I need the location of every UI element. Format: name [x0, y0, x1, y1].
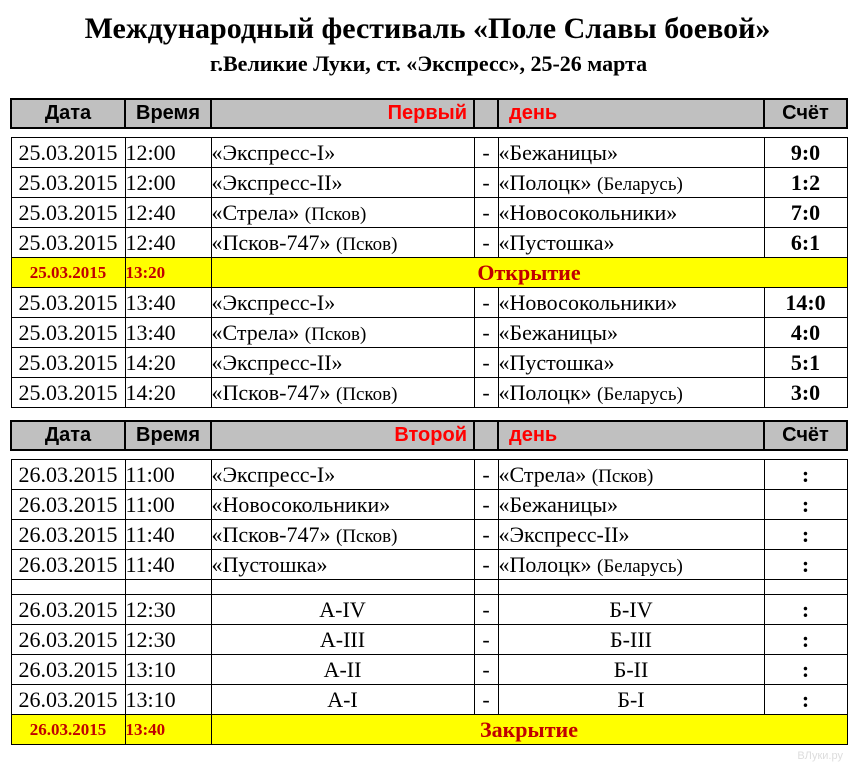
header-score: Счёт [764, 421, 847, 450]
home-team [211, 520, 474, 550]
match-score: : [764, 625, 847, 655]
away-team-name: «Бежаницы» [498, 319, 618, 345]
home-team [211, 550, 474, 580]
ceremony-date: 25.03.2015 [11, 258, 125, 288]
home-team-note: (Псков) [335, 525, 398, 547]
home-team-name: «Новосокольники» [211, 491, 391, 517]
watermark-logo: ВЛуки.ру [797, 750, 843, 762]
match-score: : [764, 685, 847, 715]
match-score: : [764, 520, 847, 550]
home-team [211, 228, 474, 258]
away-team [498, 348, 764, 378]
match-time: 14:20 [125, 348, 211, 378]
home-team-name: «Экспресс-II» [211, 169, 343, 195]
match-time: 11:00 [125, 490, 211, 520]
away-team: Б-IV [498, 595, 764, 625]
match-row [11, 550, 847, 580]
match-date: 25.03.2015 [11, 318, 125, 348]
match-score: : [764, 595, 847, 625]
ceremony-time: 13:40 [125, 715, 211, 745]
match-date: 26.03.2015 [11, 520, 125, 550]
match-score: : [764, 655, 847, 685]
home-team-name: «Псков-747» [211, 521, 331, 547]
match-dash: - [474, 460, 498, 490]
header-time: Время [125, 99, 211, 128]
match-date: 26.03.2015 [11, 655, 125, 685]
home-team-note: (Псков) [335, 383, 398, 405]
day1-header-row [11, 99, 847, 128]
header-score: Счёт [764, 99, 847, 128]
away-team [498, 520, 764, 550]
home-team-name: «Стрела» [211, 319, 300, 345]
match-date: 25.03.2015 [11, 378, 125, 408]
page-subtitle: г.Великие Луки, ст. «Экспресс», 25-26 марта [210, 51, 648, 76]
match-dash: - [474, 550, 498, 580]
header-day-word: день [498, 421, 764, 450]
match-date: 26.03.2015 [11, 625, 125, 655]
home-team-name: «Стрела» [211, 199, 300, 225]
match-dash: - [474, 595, 498, 625]
match-dash: - [474, 378, 498, 408]
match-row [11, 168, 847, 198]
away-team: Б-II [498, 655, 764, 685]
match-date: 25.03.2015 [11, 348, 125, 378]
match-date: 26.03.2015 [11, 550, 125, 580]
match-score: : [764, 460, 847, 490]
away-team [498, 490, 764, 520]
home-team [211, 198, 474, 228]
match-row [11, 138, 847, 168]
home-team-name: «Экспресс-I» [211, 461, 336, 487]
match-score: 5:1 [764, 348, 847, 378]
away-team-note: (Беларусь) [597, 383, 683, 405]
day2-schedule-table [10, 420, 848, 745]
match-time: 12:40 [125, 198, 211, 228]
away-team [498, 378, 764, 408]
match-time: 13:40 [125, 288, 211, 318]
header-date: Дата [11, 99, 125, 128]
home-team-note: (Псков) [304, 203, 367, 225]
home-team [211, 460, 474, 490]
match-row [11, 198, 847, 228]
away-team-name: «Стрела» [498, 461, 587, 487]
match-time: 12:00 [125, 168, 211, 198]
home-team-name: «Пустошка» [211, 551, 328, 577]
away-team-note: (Псков) [591, 465, 654, 487]
match-score: 14:0 [764, 288, 847, 318]
match-row [11, 490, 847, 520]
match-date: 25.03.2015 [11, 288, 125, 318]
away-team-name: «Новосокольники» [498, 289, 678, 315]
header-dash-cell [474, 421, 498, 450]
match-date: 26.03.2015 [11, 460, 125, 490]
header-date: Дата [11, 421, 125, 450]
header-time: Время [125, 421, 211, 450]
match-time: 13:10 [125, 655, 211, 685]
match-date: 25.03.2015 [11, 138, 125, 168]
match-dash: - [474, 490, 498, 520]
away-team [498, 460, 764, 490]
home-team: А-III [211, 625, 474, 655]
match-row [11, 520, 847, 550]
match-time: 11:00 [125, 460, 211, 490]
home-team: А-II [211, 655, 474, 685]
playoff-row [11, 655, 847, 685]
match-date: 25.03.2015 [11, 228, 125, 258]
playoff-row [11, 685, 847, 715]
match-date: 25.03.2015 [11, 168, 125, 198]
match-date: 26.03.2015 [11, 490, 125, 520]
away-team [498, 228, 764, 258]
match-row [11, 228, 847, 258]
away-team-name: «Полоцк» [498, 169, 592, 195]
away-team-name: «Пустошка» [498, 229, 615, 255]
playoff-row [11, 625, 847, 655]
match-dash: - [474, 625, 498, 655]
match-time: 13:10 [125, 685, 211, 715]
header-day2-label: Второй [211, 421, 474, 450]
home-team [211, 378, 474, 408]
match-row [11, 318, 847, 348]
header-gap-row [11, 450, 847, 460]
away-team [498, 198, 764, 228]
match-score: 3:0 [764, 378, 847, 408]
match-row [11, 378, 847, 408]
match-score: 1:2 [764, 168, 847, 198]
home-team [211, 138, 474, 168]
home-team [211, 168, 474, 198]
home-team [211, 318, 474, 348]
match-score: : [764, 550, 847, 580]
match-dash: - [474, 228, 498, 258]
home-team [211, 348, 474, 378]
match-dash: - [474, 288, 498, 318]
opening-ceremony-row [11, 258, 847, 288]
match-score: : [764, 490, 847, 520]
ceremony-time: 13:20 [125, 258, 211, 288]
match-row [11, 288, 847, 318]
match-time: 12:40 [125, 228, 211, 258]
match-time: 11:40 [125, 520, 211, 550]
match-time: 13:40 [125, 318, 211, 348]
away-team: Б-III [498, 625, 764, 655]
ceremony-date: 26.03.2015 [11, 715, 125, 745]
blank-row [11, 580, 847, 595]
match-dash: - [474, 198, 498, 228]
match-dash: - [474, 655, 498, 685]
home-team-name: «Экспресс-I» [211, 289, 336, 315]
match-dash: - [474, 318, 498, 348]
away-team-note: (Беларусь) [597, 173, 683, 195]
home-team-name: «Экспресс-II» [211, 349, 343, 375]
match-dash: - [474, 685, 498, 715]
match-dash: - [474, 168, 498, 198]
home-team-name: «Псков-747» [211, 379, 331, 405]
away-team-name: «Пустошка» [498, 349, 615, 375]
header-day-word: день [498, 99, 764, 128]
match-score: 9:0 [764, 138, 847, 168]
header-gap-row [11, 128, 847, 138]
match-date: 26.03.2015 [11, 595, 125, 625]
away-team: Б-I [498, 685, 764, 715]
home-team-name: «Псков-747» [211, 229, 331, 255]
away-team-name: «Полоцк» [498, 379, 592, 405]
day2-header-row [11, 421, 847, 450]
match-time: 12:30 [125, 595, 211, 625]
ceremony-label: Закрытие [211, 715, 847, 745]
match-score: 6:1 [764, 228, 847, 258]
match-row [11, 460, 847, 490]
match-score: 4:0 [764, 318, 847, 348]
away-team-name: «Бежаницы» [498, 139, 618, 165]
match-time: 11:40 [125, 550, 211, 580]
away-team-name: «Полоцк» [498, 551, 592, 577]
away-team [498, 288, 764, 318]
page-title: Международный фестиваль «Поле Славы боевой» [84, 12, 771, 45]
away-team [498, 168, 764, 198]
match-date: 26.03.2015 [11, 685, 125, 715]
home-team: А-IV [211, 595, 474, 625]
home-team-note: (Псков) [304, 323, 367, 345]
match-dash: - [474, 348, 498, 378]
home-team [211, 490, 474, 520]
header-dash-cell [474, 99, 498, 128]
home-team [211, 288, 474, 318]
home-team-note: (Псков) [335, 233, 398, 255]
away-team-note: (Беларусь) [597, 555, 683, 577]
away-team [498, 550, 764, 580]
match-dash: - [474, 520, 498, 550]
away-team-name: «Экспресс-II» [498, 521, 630, 547]
match-time: 12:00 [125, 138, 211, 168]
closing-ceremony-row [11, 715, 847, 745]
ceremony-label: Открытие [211, 258, 847, 288]
match-time: 14:20 [125, 378, 211, 408]
home-team: А-I [211, 685, 474, 715]
day1-schedule-table [10, 98, 848, 408]
home-team-name: «Экспресс-I» [211, 139, 336, 165]
playoff-row [11, 595, 847, 625]
match-score: 7:0 [764, 198, 847, 228]
match-row [11, 348, 847, 378]
away-team [498, 138, 764, 168]
away-team-name: «Бежаницы» [498, 491, 618, 517]
match-time: 12:30 [125, 625, 211, 655]
match-dash: - [474, 138, 498, 168]
match-date: 25.03.2015 [11, 198, 125, 228]
away-team-name: «Новосокольники» [498, 199, 678, 225]
header-day1-label: Первый [211, 99, 474, 128]
away-team [498, 318, 764, 348]
